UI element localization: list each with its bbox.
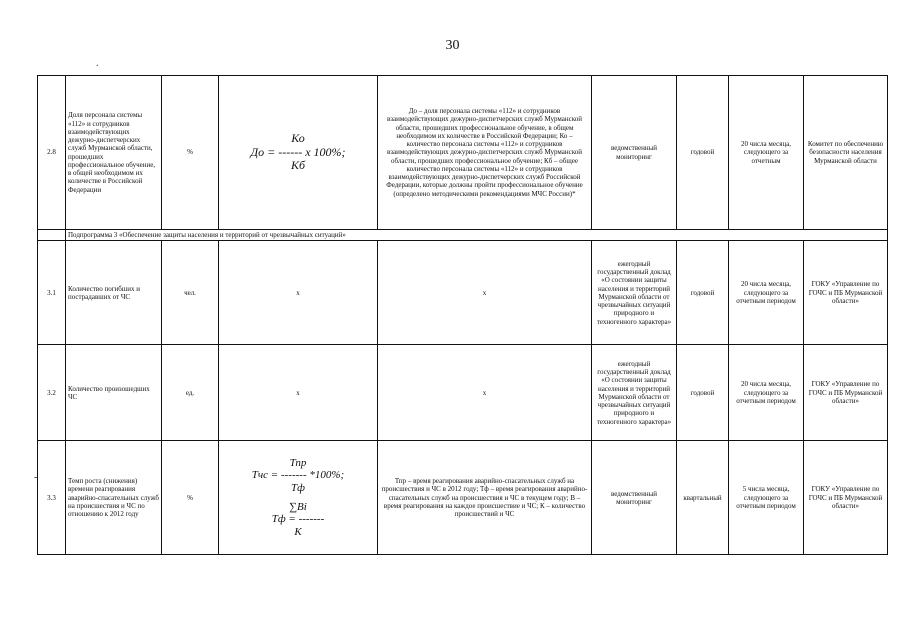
method-description: х	[378, 345, 592, 441]
row-number: 3.2	[38, 345, 66, 441]
unit: %	[162, 76, 219, 230]
table-row	[38, 76, 888, 230]
formula-2-line: Тф = -------	[271, 513, 325, 526]
indicator-name: Темп роста (снижения) времени реагирования аварийно-спасательных служб на происшествия и ЧС по отношению к 2012 году	[66, 441, 162, 555]
table-row	[38, 441, 888, 555]
unit: ед.	[162, 345, 219, 441]
subprogram-num-cell	[38, 230, 66, 241]
indicator-name: Количество погибших и пострадавших от ЧС	[66, 241, 162, 345]
formula-denominator: Кб	[290, 158, 305, 173]
formula	[219, 441, 378, 555]
responsible: ГОКУ «Управление по ГОЧС и ПБ Мурманской области»	[804, 441, 888, 555]
method-description: х	[378, 241, 592, 345]
formula	[219, 76, 378, 230]
data-source: ежегодный государственный доклад «О состоянии защиты населения и территорий Мурманской области от чрезвычайных ситуаций природного и техногенного характера»	[592, 241, 677, 345]
indicator-name: Количество произошедших ЧС	[66, 345, 162, 441]
deadline: 20 числа месяца, следующего за отчетным периодом	[729, 241, 804, 345]
formula: х	[219, 241, 378, 345]
deadline: 20 числа месяца, следующего за отчетным	[729, 76, 804, 230]
table-row	[38, 241, 888, 345]
responsible: Комитет по обеспечению безопасности населения Мурманской области	[804, 76, 888, 230]
responsible: ГОКУ «Управление по ГОЧС и ПБ Мурманской области»	[804, 241, 888, 345]
table-row	[38, 345, 888, 441]
scan-dot: .	[96, 58, 99, 69]
data-source: ведомственный мониторинг	[592, 76, 677, 230]
row-number: 3.3	[38, 441, 66, 555]
subprogram-row	[38, 230, 888, 241]
subprogram-title: Подпрограмма 3 «Обеспечение защиты населения и территорий от чрезвычайных ситуаций»	[66, 230, 888, 241]
unit: %	[162, 441, 219, 555]
data-source: ведомственный мониторинг	[592, 441, 677, 555]
periodicity: годовой	[677, 76, 729, 230]
periodicity: квартальный	[677, 441, 729, 555]
method-description: До – доля персонала системы «112» и сотрудников взаимодействующих дежурно-диспетчерских служб Мурманской области, прошедших профессиональное обучение, в общем необходимом их количестве в Российской Федерации; Ко – количество персонала системы «112» и сотрудников взаимодействующих дежурно-диспетчерских служб Мурманской области, прошедших профессиональное обучение; Кб – общее количество персонала системы «112» и сотрудников взаимодействующих дежурно-диспетчерских служб Российской Федерации, которые должны пройти профессиональное обучение (определено методическими рекомендациями МЧС России)*	[378, 76, 592, 230]
method-description: Тпр – время реагирования аварийно-спасательных служб на происшествия и ЧС в 2012 году; Тф – время реагирования аварийно-спасательных служб на происшествия и ЧС в текущем году; В – время реагирования на каждое происшествие и ЧС; К – количество происшествий и ЧС	[378, 441, 592, 555]
periodicity: годовой	[677, 241, 729, 345]
unit: чел.	[162, 241, 219, 345]
deadline: 20 числа месяца, следующего за отчетным периодом	[729, 345, 804, 441]
formula-1-line: Тчс = ------- *100%;	[251, 469, 345, 482]
data-source: ежегодный государственный доклад «О состоянии защиты населения и территорий Мурманской области от чрезвычайных ситуаций природного и техногенного характера»	[592, 345, 677, 441]
row-number: 2.8	[38, 76, 66, 230]
page-number: 30	[445, 38, 460, 53]
formula-1-denominator: Тф	[291, 482, 305, 495]
indicator-name: Доля персонала системы «112» и сотрудников взаимодействующих дежурно-диспетчерских служб Мурманской области, прошедших профессиональное обучение, в общей необходимом их количестве в Российской Федерации	[66, 76, 162, 230]
formula-1-numerator: Тпр	[289, 456, 307, 469]
formula-2-denominator: К	[294, 526, 302, 539]
row-number: 3.1	[38, 241, 66, 345]
scan-dot: -	[34, 472, 38, 483]
formula-line: До = ------ х 100%;	[250, 144, 346, 159]
responsible: ГОКУ «Управление по ГОЧС и ПБ Мурманской области»	[804, 345, 888, 441]
formula-2-numerator: ∑Вi	[289, 500, 307, 513]
indicators-table	[37, 75, 888, 555]
formula: х	[219, 345, 378, 441]
formula-numerator: Ко	[291, 130, 305, 145]
periodicity: годовой	[677, 345, 729, 441]
deadline: 5 числа месяца, следующего за отчетным периодом	[729, 441, 804, 555]
